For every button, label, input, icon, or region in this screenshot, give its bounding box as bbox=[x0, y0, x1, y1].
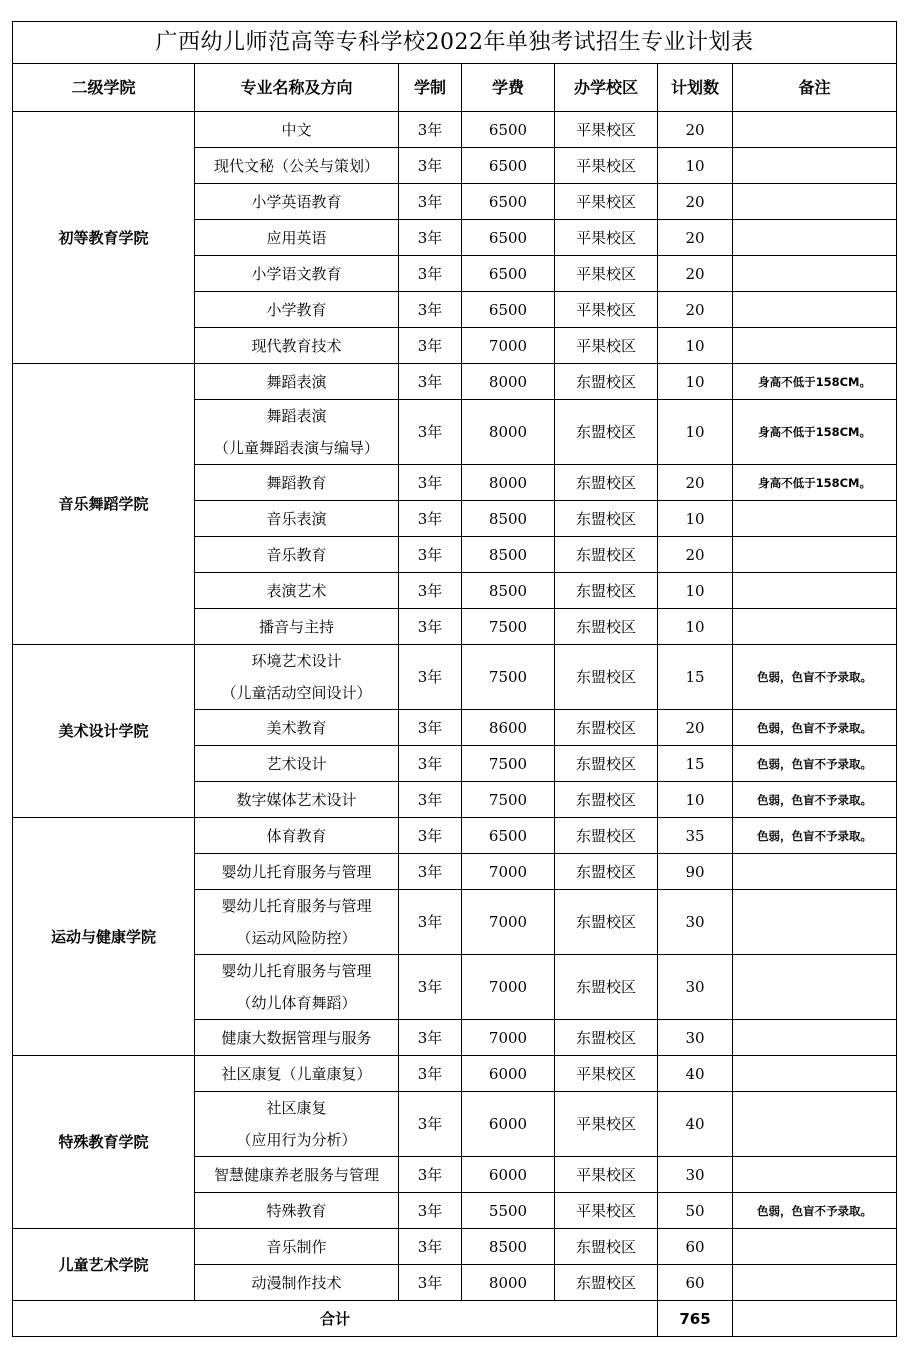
major-name-line: 应用英语 bbox=[266, 228, 327, 247]
major-name-line: 中文 bbox=[281, 120, 312, 139]
campus-cell: 东盟校区 bbox=[555, 645, 658, 710]
note-cell: 身高不低于158CM。 bbox=[733, 364, 897, 400]
fee-cell: 6500 bbox=[462, 220, 555, 256]
duration-cell: 3年 bbox=[399, 256, 462, 292]
major-name bbox=[195, 220, 399, 256]
major-name-line: 特殊教育 bbox=[266, 1201, 327, 1220]
note-cell: 色弱，色盲不予录取。 bbox=[733, 645, 897, 710]
campus-cell: 东盟校区 bbox=[555, 1229, 658, 1265]
note-cell bbox=[733, 854, 897, 890]
college-name: 特殊教育学院 bbox=[13, 1056, 195, 1229]
duration-cell: 3年 bbox=[399, 1157, 462, 1193]
note-cell bbox=[733, 609, 897, 645]
note-cell: 身高不低于158CM。 bbox=[733, 400, 897, 465]
fee-cell: 7500 bbox=[462, 782, 555, 818]
college-name: 美术设计学院 bbox=[13, 645, 195, 818]
major-name-line: 动漫制作技术 bbox=[251, 1273, 342, 1292]
campus-cell: 东盟校区 bbox=[555, 746, 658, 782]
fee-cell: 7000 bbox=[462, 955, 555, 1020]
major-name bbox=[195, 328, 399, 364]
duration-cell: 3年 bbox=[399, 746, 462, 782]
duration-cell: 3年 bbox=[399, 1056, 462, 1092]
major-name-line: 婴幼儿托育服务与管理 bbox=[221, 897, 372, 915]
fee-cell: 6500 bbox=[462, 112, 555, 148]
plan-cell: 50 bbox=[658, 1193, 733, 1229]
total-row bbox=[13, 1301, 897, 1337]
note-cell bbox=[733, 112, 897, 148]
major-name-line: （儿童舞蹈表演与编导） bbox=[213, 439, 379, 457]
campus-cell: 平果校区 bbox=[555, 184, 658, 220]
header-plan: 计划数 bbox=[658, 64, 733, 112]
major-name-line: 艺术设计 bbox=[266, 754, 327, 773]
duration-cell: 3年 bbox=[399, 501, 462, 537]
note-cell bbox=[733, 573, 897, 609]
fee-cell: 8500 bbox=[462, 573, 555, 609]
major-name-line: 美术教育 bbox=[266, 718, 327, 737]
campus-cell: 东盟校区 bbox=[555, 364, 658, 400]
campus-cell: 平果校区 bbox=[555, 1092, 658, 1157]
duration-cell: 3年 bbox=[399, 184, 462, 220]
header-major: 专业名称及方向 bbox=[195, 64, 399, 112]
campus-cell: 东盟校区 bbox=[555, 710, 658, 746]
major-name-line: 小学语文教育 bbox=[251, 264, 342, 283]
duration-cell: 3年 bbox=[399, 364, 462, 400]
major-name bbox=[195, 609, 399, 645]
fee-cell: 6500 bbox=[462, 148, 555, 184]
major-name bbox=[195, 256, 399, 292]
major-name-line: 婴幼儿托育服务与管理 bbox=[221, 862, 372, 881]
campus-cell: 东盟校区 bbox=[555, 537, 658, 573]
major-name-line: 智慧健康养老服务与管理 bbox=[213, 1165, 379, 1184]
plan-cell: 20 bbox=[658, 465, 733, 501]
major-name bbox=[195, 537, 399, 573]
campus-cell: 平果校区 bbox=[555, 1056, 658, 1092]
fee-cell: 6000 bbox=[462, 1092, 555, 1157]
major-name bbox=[195, 746, 399, 782]
campus-cell: 东盟校区 bbox=[555, 1265, 658, 1301]
fee-cell: 7000 bbox=[462, 1020, 555, 1056]
campus-cell: 东盟校区 bbox=[555, 890, 658, 955]
plan-cell: 15 bbox=[658, 645, 733, 710]
note-cell bbox=[733, 1020, 897, 1056]
plan-cell: 20 bbox=[658, 292, 733, 328]
table-row bbox=[13, 364, 897, 400]
plan-cell: 10 bbox=[658, 364, 733, 400]
duration-cell: 3年 bbox=[399, 1265, 462, 1301]
major-name-line: （儿童活动空间设计） bbox=[221, 684, 372, 702]
note-cell: 色弱，色盲不予录取。 bbox=[733, 818, 897, 854]
major-name-line: 现代教育技术 bbox=[251, 336, 342, 355]
major-name-line: 音乐教育 bbox=[266, 545, 327, 564]
note-cell bbox=[733, 1229, 897, 1265]
plan-cell: 10 bbox=[658, 609, 733, 645]
major-name bbox=[195, 1265, 399, 1301]
plan-cell: 10 bbox=[658, 573, 733, 609]
major-name bbox=[195, 645, 399, 710]
fee-cell: 8500 bbox=[462, 1229, 555, 1265]
campus-cell: 东盟校区 bbox=[555, 782, 658, 818]
plan-cell: 35 bbox=[658, 818, 733, 854]
plan-cell: 20 bbox=[658, 256, 733, 292]
duration-cell: 3年 bbox=[399, 710, 462, 746]
plan-cell: 10 bbox=[658, 148, 733, 184]
note-cell bbox=[733, 501, 897, 537]
plan-cell: 20 bbox=[658, 184, 733, 220]
plan-cell: 40 bbox=[658, 1092, 733, 1157]
fee-cell: 6500 bbox=[462, 292, 555, 328]
table-row bbox=[13, 1229, 897, 1265]
plan-cell: 20 bbox=[658, 112, 733, 148]
plan-cell: 20 bbox=[658, 710, 733, 746]
fee-cell: 8500 bbox=[462, 501, 555, 537]
fee-cell: 7000 bbox=[462, 854, 555, 890]
campus-cell: 平果校区 bbox=[555, 1193, 658, 1229]
note-cell bbox=[733, 890, 897, 955]
note-cell bbox=[733, 148, 897, 184]
major-name bbox=[195, 1193, 399, 1229]
duration-cell: 3年 bbox=[399, 148, 462, 184]
total-note-empty bbox=[733, 1301, 897, 1337]
major-name bbox=[195, 400, 399, 465]
fee-cell: 8600 bbox=[462, 710, 555, 746]
college-name: 音乐舞蹈学院 bbox=[13, 364, 195, 645]
plan-cell: 60 bbox=[658, 1229, 733, 1265]
major-name bbox=[195, 1092, 399, 1157]
page-title: 广西幼儿师范高等专科学校2022年单独考试招生专业计划表 bbox=[13, 22, 897, 64]
fee-cell: 6500 bbox=[462, 818, 555, 854]
note-cell: 色弱，色盲不予录取。 bbox=[733, 746, 897, 782]
plan-cell: 30 bbox=[658, 1020, 733, 1056]
major-name bbox=[195, 890, 399, 955]
campus-cell: 东盟校区 bbox=[555, 400, 658, 465]
duration-cell: 3年 bbox=[399, 220, 462, 256]
fee-cell: 7500 bbox=[462, 609, 555, 645]
duration-cell: 3年 bbox=[399, 292, 462, 328]
total-plan: 765 bbox=[658, 1301, 733, 1337]
duration-cell: 3年 bbox=[399, 400, 462, 465]
campus-cell: 平果校区 bbox=[555, 256, 658, 292]
table-row bbox=[13, 818, 897, 854]
major-name-line: 音乐表演 bbox=[266, 509, 327, 528]
note-cell bbox=[733, 955, 897, 1020]
plan-cell: 90 bbox=[658, 854, 733, 890]
duration-cell: 3年 bbox=[399, 1229, 462, 1265]
major-name-line: 社区康复 bbox=[266, 1099, 327, 1117]
plan-cell: 30 bbox=[658, 890, 733, 955]
plan-cell: 60 bbox=[658, 1265, 733, 1301]
major-name-line: （应用行为分析） bbox=[236, 1131, 357, 1149]
note-cell: 色弱，色盲不予录取。 bbox=[733, 1193, 897, 1229]
major-name-line: （运动风险防控） bbox=[236, 929, 357, 947]
duration-cell: 3年 bbox=[399, 328, 462, 364]
campus-cell: 平果校区 bbox=[555, 328, 658, 364]
college-name: 儿童艺术学院 bbox=[13, 1229, 195, 1301]
college-name: 初等教育学院 bbox=[13, 112, 195, 364]
fee-cell: 8500 bbox=[462, 537, 555, 573]
major-name bbox=[195, 1229, 399, 1265]
fee-cell: 6500 bbox=[462, 256, 555, 292]
header-duration: 学制 bbox=[399, 64, 462, 112]
duration-cell: 3年 bbox=[399, 1020, 462, 1056]
plan-cell: 10 bbox=[658, 400, 733, 465]
college-name: 运动与健康学院 bbox=[13, 818, 195, 1056]
duration-cell: 3年 bbox=[399, 854, 462, 890]
major-name bbox=[195, 955, 399, 1020]
campus-cell: 东盟校区 bbox=[555, 955, 658, 1020]
campus-cell: 平果校区 bbox=[555, 148, 658, 184]
major-name-line: 体育教育 bbox=[266, 826, 327, 845]
campus-cell: 东盟校区 bbox=[555, 609, 658, 645]
duration-cell: 3年 bbox=[399, 890, 462, 955]
fee-cell: 8000 bbox=[462, 364, 555, 400]
major-name bbox=[195, 364, 399, 400]
note-cell bbox=[733, 537, 897, 573]
major-name-line: 社区康复（儿童康复） bbox=[221, 1064, 372, 1083]
plan-cell: 15 bbox=[658, 746, 733, 782]
table-row bbox=[13, 112, 897, 148]
total-label: 合计 bbox=[13, 1301, 658, 1337]
fee-cell: 5500 bbox=[462, 1193, 555, 1229]
note-cell bbox=[733, 1092, 897, 1157]
plan-cell: 10 bbox=[658, 782, 733, 818]
enrollment-plan-sheet bbox=[12, 21, 896, 1337]
note-cell: 色弱，色盲不予录取。 bbox=[733, 710, 897, 746]
duration-cell: 3年 bbox=[399, 609, 462, 645]
major-name-line: 舞蹈教育 bbox=[266, 473, 327, 492]
header-note: 备注 bbox=[733, 64, 897, 112]
table-row bbox=[13, 645, 897, 710]
major-name bbox=[195, 1020, 399, 1056]
plan-cell: 30 bbox=[658, 955, 733, 1020]
major-name bbox=[195, 501, 399, 537]
table-row bbox=[13, 1056, 897, 1092]
campus-cell: 东盟校区 bbox=[555, 465, 658, 501]
fee-cell: 7000 bbox=[462, 890, 555, 955]
major-name-line: 健康大数据管理与服务 bbox=[221, 1028, 372, 1047]
note-cell: 色弱，色盲不予录取。 bbox=[733, 782, 897, 818]
plan-cell: 40 bbox=[658, 1056, 733, 1092]
duration-cell: 3年 bbox=[399, 1193, 462, 1229]
major-name-line: 表演艺术 bbox=[266, 581, 327, 600]
note-cell bbox=[733, 220, 897, 256]
duration-cell: 3年 bbox=[399, 465, 462, 501]
major-name-line: 舞蹈表演 bbox=[266, 372, 327, 391]
major-name-line: 音乐制作 bbox=[266, 1237, 327, 1256]
campus-cell: 东盟校区 bbox=[555, 818, 658, 854]
major-name bbox=[195, 854, 399, 890]
duration-cell: 3年 bbox=[399, 573, 462, 609]
duration-cell: 3年 bbox=[399, 645, 462, 710]
plan-cell: 20 bbox=[658, 220, 733, 256]
major-name bbox=[195, 710, 399, 746]
major-name bbox=[195, 112, 399, 148]
note-cell bbox=[733, 256, 897, 292]
note-cell: 身高不低于158CM。 bbox=[733, 465, 897, 501]
major-name bbox=[195, 782, 399, 818]
fee-cell: 7500 bbox=[462, 645, 555, 710]
duration-cell: 3年 bbox=[399, 112, 462, 148]
campus-cell: 东盟校区 bbox=[555, 1020, 658, 1056]
fee-cell: 6000 bbox=[462, 1056, 555, 1092]
campus-cell: 平果校区 bbox=[555, 112, 658, 148]
note-cell bbox=[733, 1157, 897, 1193]
header-fee: 学费 bbox=[462, 64, 555, 112]
plan-cell: 10 bbox=[658, 501, 733, 537]
note-cell bbox=[733, 184, 897, 220]
major-name-line: 现代文秘（公关与策划） bbox=[213, 156, 379, 175]
fee-cell: 8000 bbox=[462, 1265, 555, 1301]
major-name-line: 舞蹈表演 bbox=[266, 407, 327, 425]
fee-cell: 7000 bbox=[462, 328, 555, 364]
major-name bbox=[195, 292, 399, 328]
major-name-line: 小学英语教育 bbox=[251, 192, 342, 211]
major-name-line: 小学教育 bbox=[266, 300, 327, 319]
note-cell bbox=[733, 1056, 897, 1092]
campus-cell: 平果校区 bbox=[555, 292, 658, 328]
duration-cell: 3年 bbox=[399, 537, 462, 573]
plan-cell: 10 bbox=[658, 328, 733, 364]
note-cell bbox=[733, 292, 897, 328]
duration-cell: 3年 bbox=[399, 818, 462, 854]
major-name bbox=[195, 184, 399, 220]
header-college: 二级学院 bbox=[13, 64, 195, 112]
major-name-line: 数字媒体艺术设计 bbox=[236, 790, 357, 809]
major-name bbox=[195, 1056, 399, 1092]
plan-cell: 30 bbox=[658, 1157, 733, 1193]
duration-cell: 3年 bbox=[399, 955, 462, 1020]
duration-cell: 3年 bbox=[399, 1092, 462, 1157]
campus-cell: 东盟校区 bbox=[555, 854, 658, 890]
fee-cell: 6000 bbox=[462, 1157, 555, 1193]
campus-cell: 平果校区 bbox=[555, 220, 658, 256]
enrollment-plan-table bbox=[12, 21, 897, 1337]
campus-cell: 平果校区 bbox=[555, 1157, 658, 1193]
major-name bbox=[195, 148, 399, 184]
header-campus: 办学校区 bbox=[555, 64, 658, 112]
duration-cell: 3年 bbox=[399, 782, 462, 818]
fee-cell: 7500 bbox=[462, 746, 555, 782]
header-row bbox=[13, 64, 897, 112]
major-name-line: 播音与主持 bbox=[258, 617, 334, 636]
campus-cell: 东盟校区 bbox=[555, 501, 658, 537]
fee-cell: 8000 bbox=[462, 465, 555, 501]
campus-cell: 东盟校区 bbox=[555, 573, 658, 609]
major-name bbox=[195, 1157, 399, 1193]
major-name bbox=[195, 465, 399, 501]
major-name bbox=[195, 573, 399, 609]
fee-cell: 6500 bbox=[462, 184, 555, 220]
note-cell bbox=[733, 1265, 897, 1301]
major-name-line: （幼儿体育舞蹈） bbox=[236, 994, 357, 1012]
fee-cell: 8000 bbox=[462, 400, 555, 465]
note-cell bbox=[733, 328, 897, 364]
plan-cell: 20 bbox=[658, 537, 733, 573]
major-name bbox=[195, 818, 399, 854]
major-name-line: 环境艺术设计 bbox=[251, 652, 342, 670]
major-name-line: 婴幼儿托育服务与管理 bbox=[221, 962, 372, 980]
